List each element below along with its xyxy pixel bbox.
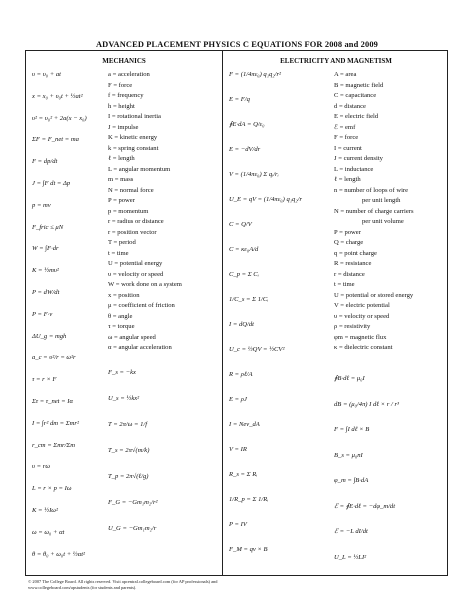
mechanics-equation: T_p = 2π√(ℓ/g) (108, 473, 149, 480)
mechanics-heading: MECHANICS (102, 57, 146, 65)
mechanics-equation: T = 2π/ω = 1/f (108, 421, 148, 428)
electricity-definition: Q = charge (334, 239, 364, 246)
electricity-definition: V = electric potential (334, 302, 390, 309)
footer-line-1: © 2007 The College Board. All rights reserved. Visit apcentral.collegeboard.com (for AP professionals) and (28, 579, 218, 584)
mechanics-equation: τ = r × F (32, 376, 57, 384)
electricity-equation: φ_m = ∫B·dA (334, 477, 369, 484)
mechanics-definition: x = position (108, 291, 140, 299)
electricity-equation: P = IV (229, 521, 247, 528)
electricity-equation: 1/R_p = Σ 1/Rᵢ (229, 496, 269, 503)
mechanics-equation: a_c = υ²/r = ω²r (32, 354, 76, 362)
electricity-definition: r = distance (334, 270, 365, 278)
electricity-definition: per unit volume (362, 218, 404, 225)
electricity-equation: ℰ = ∮E·dℓ = −dφ_m/dt (334, 502, 396, 510)
electricity-definition: q = point charge (334, 249, 377, 257)
electricity-equation: R = ρℓ/A (229, 371, 253, 378)
mechanics-equation: υ² = υ₀² + 2a(x − x₀) (32, 114, 87, 122)
mechanics-definition: θ = angle (108, 312, 133, 320)
mechanics-definition: m = mass (108, 176, 134, 183)
mechanics-equation: F_s = −kx (108, 369, 136, 376)
equation-table (25, 50, 448, 576)
mechanics-equation: L = r × p = Iω (32, 485, 72, 493)
mechanics-equation: υ = υ₀ + at (32, 71, 61, 78)
electricity-equation: ℰ = −L dI/dt (334, 528, 368, 535)
mechanics-definition: ℓ = length (108, 155, 135, 162)
electricity-equation: R_s = Σ Rᵢ (229, 471, 258, 478)
mechanics-equation: F = dp/dt (32, 158, 58, 166)
electricity-definition: J = current density (334, 155, 383, 162)
electricity-definition: R = resistance (334, 260, 372, 267)
electricity-definition: F = force (334, 134, 359, 141)
electricity-equation: C = κε₀A/d (229, 246, 259, 253)
electricity-equation: V = IR (229, 446, 247, 453)
electricity-equation: dB = (μ₀/4π) I dℓ × r / r³ (334, 400, 400, 408)
mechanics-definition: T = period (108, 239, 136, 246)
mechanics-equation: ω = ω₀ + αt (32, 528, 65, 536)
mechanics-equation: ΣF = F_net = ma (32, 136, 79, 144)
column-divider (222, 51, 223, 575)
mechanics-equation: Στ = τ_net = Iα (32, 398, 73, 405)
mechanics-definition: r = radius or distance (108, 218, 164, 225)
mechanics-equation: U_s = ½kx² (108, 395, 140, 402)
electricity-equation: B_s = μ₀nI (334, 451, 363, 459)
electricity-equation: F = ∫I dℓ × B (334, 426, 370, 433)
electricity-definition: ℰ = emf (334, 123, 356, 131)
electricity-definitions (334, 69, 449, 571)
mechanics-equation: r_cm = Σmr/Σm (32, 441, 76, 449)
electricity-definition: I = current (334, 144, 362, 152)
mechanics-equation: υ = rω (32, 463, 50, 471)
mechanics-equation: I = ∫r² dm = Σmr² (32, 419, 79, 427)
mechanics-equation: T_s = 2π√(m/k) (108, 447, 150, 454)
footer-line-2: www.collegeboard.com/apstudents (for students and parents). (28, 585, 137, 590)
electricity-equation: U_c = ½QV = ½CV² (229, 346, 285, 353)
electricity-equation: E = −dV/dr (229, 146, 261, 153)
mechanics-definition: a = acceleration (108, 71, 150, 78)
electricity-definition: C = capacitance (334, 92, 377, 99)
electricity-definition: E = electric field (334, 113, 379, 120)
mechanics-definition: W = work done on a system (108, 281, 182, 288)
electricity-equation: F = (1/4πε₀) q₁q₂/r² (229, 71, 281, 78)
mechanics-equation: P = dW/dt (32, 289, 60, 296)
electricity-equation: 1/C_s = Σ 1/Cᵢ (229, 296, 269, 303)
mechanics-equation: J = ∫F dt = Δp (32, 180, 71, 187)
electricity-equations (229, 69, 329, 571)
electricity-equation: U_E = qV = (1/4πε₀) q₁q₂/r (229, 196, 303, 203)
mechanics-equation: x = x₀ + υ₀t + ½at² (32, 92, 83, 100)
electricity-equation: E = ρJ (229, 396, 247, 403)
mechanics-equations (32, 69, 107, 571)
electricity-definition: B = magnetic field (334, 81, 384, 89)
electricity-equation: I = Nev_dA (229, 421, 260, 428)
electricity-definition: A = area (334, 71, 357, 78)
mechanics-equation: K = ½Iω² (32, 507, 58, 514)
mechanics-equation: P = F·v (32, 310, 53, 318)
electricity-definition: L = inductance (334, 165, 374, 173)
mechanics-definition: ω = angular speed (108, 333, 156, 341)
mechanics-definition: U = potential energy (108, 260, 163, 267)
mechanics-definition: I = rotational inertia (108, 113, 161, 120)
mechanics-definition: υ = velocity or speed (108, 270, 164, 278)
mechanics-definition: r = position vector (108, 228, 157, 236)
electricity-heading: ELECTRICITY AND MAGNETISM (280, 57, 392, 65)
electricity-definition: n = number of loops of wire (334, 186, 409, 194)
mechanics-definition: t = time (108, 249, 129, 257)
mechanics-definitions (108, 69, 222, 571)
electricity-equation: C = Q/V (229, 221, 252, 228)
mechanics-definition: J = impulse (108, 123, 139, 131)
electricity-equation: ∮B·dℓ = μ₀I (334, 375, 365, 382)
electricity-definition: t = time (334, 281, 355, 288)
mechanics-equation: U_G = −Gm₁m₂/r (108, 525, 157, 532)
electricity-definition: φm = magnetic flux (334, 333, 387, 341)
mechanics-definition: k = spring constant (108, 144, 159, 152)
electricity-equation: E = F/q (229, 96, 250, 103)
electricity-equation: V = (1/4πε₀) Σ qᵢ/rᵢ (229, 171, 279, 178)
mechanics-equation: ΔU_g = mgh (32, 332, 67, 340)
electricity-equation: U_L = ½LI² (334, 553, 367, 561)
electricity-equation: F_M = qv × B (229, 546, 268, 553)
mechanics-definition: τ = torque (108, 323, 135, 330)
mechanics-definition: F = force (108, 81, 133, 89)
mechanics-equation: F_fric ≤ μN (32, 223, 64, 231)
electricity-definition: N = number of charge carriers (334, 207, 414, 215)
page-title: ADVANCED PLACEMENT PHYSICS C EQUATIONS FOR 2008 and 2009 (95, 40, 379, 49)
mechanics-definition: f = frequency (108, 92, 144, 99)
mechanics-definition: N = normal force (108, 186, 154, 194)
electricity-definition: κ = dielectric constant (334, 344, 393, 351)
mechanics-definition: μ = coefficient of friction (108, 302, 175, 309)
mechanics-definition: L = angular momentum (108, 165, 171, 173)
electricity-equation: I = dQ/dt (229, 321, 254, 328)
electricity-definition: υ = velocity or speed (334, 312, 390, 320)
mechanics-equation: K = ½mυ² (32, 267, 59, 275)
mechanics-equation: W = ∫F·dr (32, 245, 59, 253)
electricity-definition: d = distance (334, 102, 366, 110)
mechanics-equation: F_G = −Gm₁m₂/r² (108, 499, 158, 506)
mechanics-definition: K = kinetic energy (108, 134, 158, 141)
electricity-definition: U = potential or stored energy (334, 291, 414, 299)
mechanics-definition: α = angular acceleration (108, 344, 172, 351)
electricity-definition: per unit length (362, 197, 401, 204)
mechanics-definition: P = power (108, 197, 135, 204)
electricity-definition: ρ = resistivity (334, 323, 371, 330)
electricity-equation: ∮E·dA = Q/ε₀ (229, 121, 265, 128)
mechanics-equation: p = mv (32, 201, 51, 209)
mechanics-definition: p = momentum (108, 207, 149, 215)
mechanics-equation: θ = θ₀ + ω₀t + ½αt² (32, 550, 86, 558)
electricity-equation: C_p = Σ Cᵢ (229, 271, 259, 278)
electricity-definition: P = power (334, 228, 361, 236)
mechanics-definition: h = height (108, 102, 135, 110)
electricity-definition: ℓ = length (334, 176, 361, 183)
